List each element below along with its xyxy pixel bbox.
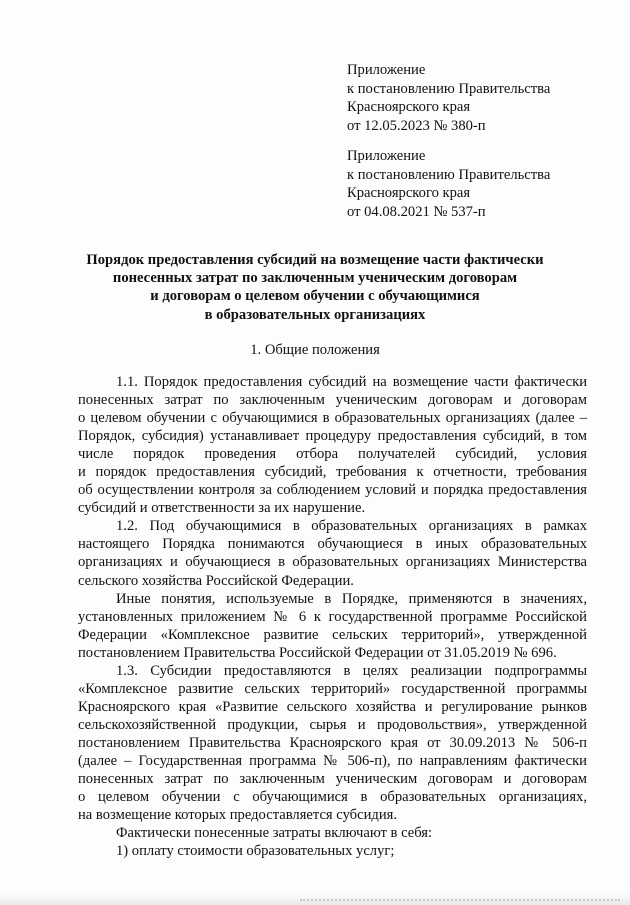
approval-region: Красноярского края (347, 185, 471, 201)
title-line: в образовательных организациях (204, 306, 426, 323)
title-line: Порядок предоставления субсидий на возмещение части фактически (86, 252, 544, 268)
paragraph-line: понесенных затрат по заключенным ученическим договорам и договорам (78, 392, 587, 409)
paragraph-line-last: субсидий и ответственности за их нарушение. (78, 500, 366, 517)
paragraph-line: организациях и обучающиеся в образовательных организациях Министерства (78, 554, 587, 571)
paragraph-line-last: на возмещение которых предоставляется субсидия. (78, 807, 397, 824)
paragraph-line: об осуществлении контроля за соблюдением условий и порядка предоставления (78, 482, 587, 499)
paragraph-line: 1.3. Субсидии предоставляются в целях реализации подпрограммы (116, 662, 587, 679)
paragraph-line: «Комплексное развитие сельских территорий» государственной программы (78, 680, 587, 697)
title-line: и договорам о целевом обучении с обучающимися (150, 288, 480, 305)
approval-label: Приложение (347, 148, 426, 164)
paragraph-line: сельскохозяйственной продукции, сырья и продовольствия», утвержденной (78, 716, 587, 733)
body-text (78, 373, 587, 860)
paragraph-line: Иные понятия, используемые в Порядке, применяются в значениях, (116, 590, 587, 607)
paragraph-line: 1.2. Под обучающимися в образовательных организациях в рамках (116, 518, 587, 535)
paragraph-line: Красноярского края «Развитие сельского хозяйства и регулирование рынков (78, 698, 587, 715)
paragraph-line: и порядок предоставления субсидий, требования к отчетности, требования (78, 464, 587, 481)
paragraph-line: 1.1. Порядок предоставления субсидий на возмещение части фактически (116, 374, 587, 390)
section-heading: 1. Общие положения (250, 342, 380, 358)
approval-block-original (347, 147, 617, 221)
scan-artifact (300, 899, 620, 903)
paragraph-line-last: постановлением Правительства Российской Федерации от 31.05.2019 № 696. (78, 644, 557, 661)
approval-resolution: к постановлению Правительства (347, 166, 551, 183)
paragraph-line: о целевом обучении с обучающимися в образовательных организациях (далее – (78, 410, 587, 427)
approval-label: Приложение (347, 62, 426, 78)
paragraph-line: о целевом обучении с обучающимися в образовательных организациях, (78, 789, 587, 806)
approval-resolution: к постановлению Правительства (347, 80, 551, 97)
approval-date-number: от 04.08.2021 № 537-п (347, 203, 486, 220)
approval-region: Красноярского края (347, 99, 471, 115)
paragraph-line: Федерации «Комплексное развитие сельских территорий», утвержденной (78, 626, 587, 643)
paragraph-line: установленных приложением № 6 к государственной программе Российской (78, 608, 587, 625)
paragraph-line: настоящего Порядка понимаются обучающиеся в иных образовательных (78, 536, 587, 553)
paragraph-line: (далее – Государственная программа № 506-п), по направлениям фактически (78, 752, 587, 769)
paragraph-line: числе порядок проведения отбора получателей субсидий, условия (78, 446, 587, 463)
paragraph-line-last: сельского хозяйства Российской Федерации. (78, 572, 354, 589)
paragraph-line: постановлением Правительства Красноярского края от 30.09.2013 № 506-п (78, 734, 587, 751)
paragraph-line: Порядок, субсидия) устанавливает процедуру предоставления субсидий, в том (78, 428, 587, 445)
approval-date-number: от 12.05.2023 № 380-п (347, 117, 486, 134)
title-line: понесенных затрат по заключенным ученическим договорам (112, 270, 518, 287)
document-title (40, 251, 590, 324)
list-item: 1) оплату стоимости образовательных услуг; (116, 843, 395, 860)
approval-block-current (347, 61, 617, 135)
paragraph-line: понесенных затрат по заключенным ученическим договорам и договорам (78, 771, 587, 788)
paragraph-line-last: Фактически понесенные затраты включают в себя: (116, 825, 433, 842)
